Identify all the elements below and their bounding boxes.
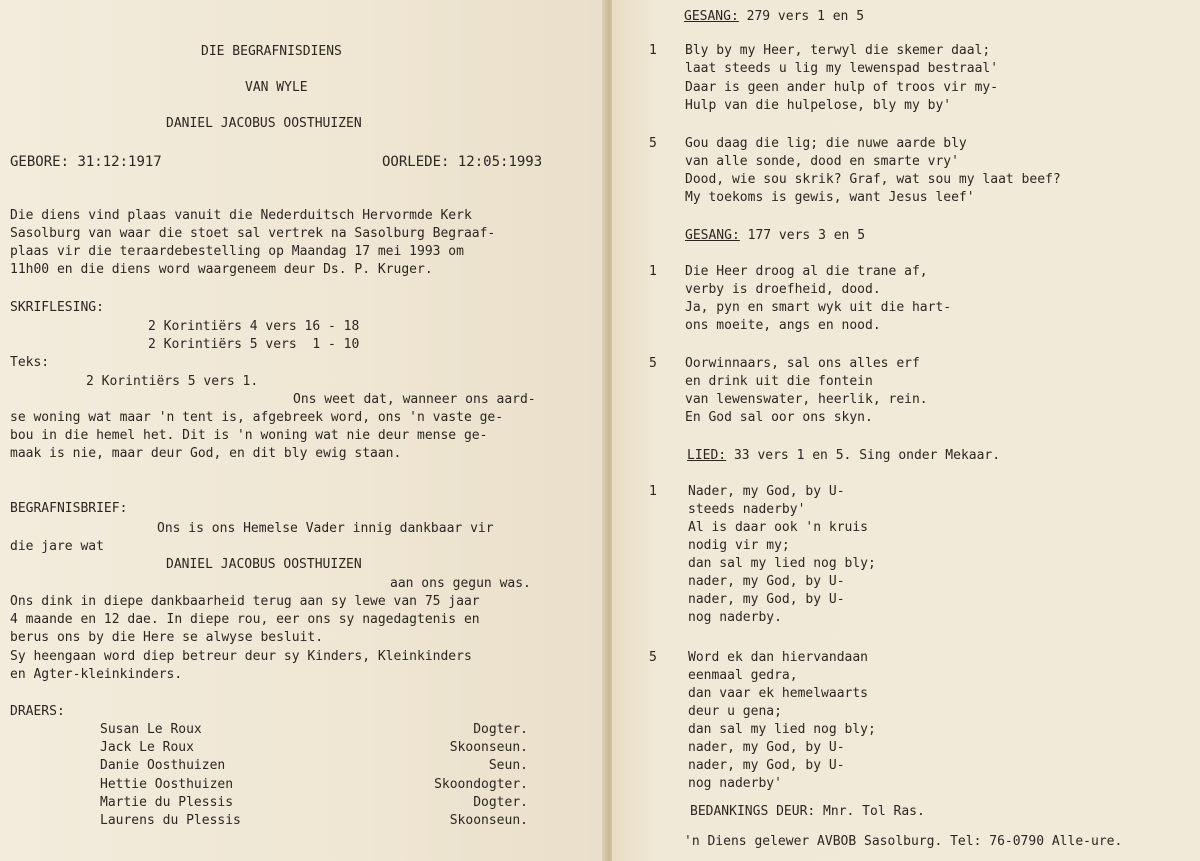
hymn-line: van alle sonde, dood en smarte vry' xyxy=(685,154,959,169)
program-title: DIE BEGRAFNISDIENS xyxy=(201,44,342,59)
text-label: Teks: xyxy=(10,355,50,370)
hymn2-label: GESANG: xyxy=(685,228,740,243)
letter-body-line: Sy heengaan word diep betreur deur sy Kinders, Kleinkinders xyxy=(10,649,472,664)
born-row xyxy=(10,154,162,170)
scripture-label: SKRIFLESING: xyxy=(10,300,104,315)
hymn-line: Dood, wie sou skrik? Graf, wat sou my laat beef? xyxy=(685,172,1061,187)
hymn1-label: GESANG: xyxy=(684,9,739,24)
letter-line: Ons is ons Hemelse Vader innig dankbaar vir xyxy=(157,521,494,536)
hymn-line: Die Heer droog al die trane af, xyxy=(685,264,928,279)
letter-body-line: berus ons by die Here se alwyse besluit. xyxy=(10,630,324,645)
program-subtitle: VAN WYLE xyxy=(245,80,308,95)
hymn-line: Bly by my Heer, terwyl die skemer daal; xyxy=(685,43,991,58)
hymn-line: Ja, pyn en smart wyk uit die hart- xyxy=(685,300,952,315)
text-body-line: bou in die hemel het. Dit is 'n woning wat nie deur mense ge- xyxy=(10,428,488,443)
song-line: eenmaal gedra, xyxy=(688,668,798,683)
verse-number: 5 xyxy=(649,650,657,665)
bearer-relation: Skoonseun. xyxy=(449,740,528,755)
bearer-name: Laurens du Plessis xyxy=(100,813,241,828)
song-label: LIED: xyxy=(687,448,727,463)
hymn-line: laat steeds u lig my lewenspad bestraal' xyxy=(685,61,999,76)
born-date: 31:12:1917 xyxy=(77,154,162,170)
verse-number: 5 xyxy=(649,136,657,151)
letter-body-line: 4 maande en 12 dae. In diepe rou, eer ons sy nagedagtenis en xyxy=(10,612,480,627)
letter-label: BEGRAFNISBRIEF: xyxy=(10,501,128,516)
song-line: nader, my God, by U- xyxy=(688,574,845,589)
scripture-line: 2 Korintiërs 5 vers 1 - 10 xyxy=(148,337,360,352)
text-reference: 2 Korintiërs 5 vers 1. xyxy=(86,374,259,389)
died-date: 12:05:1993 xyxy=(457,154,543,170)
bearer-name: Jack Le Roux xyxy=(100,740,194,755)
hymn-line: Daar is geen ander hulp of troos vir my- xyxy=(685,80,999,95)
hymn-line: en drink uit die fontein xyxy=(685,374,873,389)
thanks-line: BEDANKINGS DEUR: Mnr. Tol Ras. xyxy=(690,804,925,819)
song-line: Al is daar ook 'n kruis xyxy=(688,520,869,535)
text-body-line: maak is nie, maar deur God, en dit bly ewig staan. xyxy=(10,446,402,461)
song-line: Nader, my God, by U- xyxy=(688,484,845,499)
verse-number: 1 xyxy=(649,264,657,279)
text-body-line: se woning wat maar 'n tent is, afgebreek word, ons 'n vaste ge- xyxy=(10,410,504,425)
born-label: GEBORE: xyxy=(10,154,70,170)
hymn-line: Oorwinnaars, sal ons alles erf xyxy=(685,356,920,371)
bearer-name: Danie Oosthuizen xyxy=(100,758,226,773)
song-line: nader, my God, by U- xyxy=(688,758,845,773)
letter-body-line: en Agter-kleinkinders. xyxy=(10,667,183,682)
bearer-relation: Seun. xyxy=(488,758,528,773)
letter-deceased-name: DANIEL JACOBUS OOSTHUIZEN xyxy=(166,557,362,572)
verse-number: 5 xyxy=(649,356,657,371)
song-line: steeds naderby' xyxy=(688,502,806,517)
died-row xyxy=(382,154,542,170)
hymn1-heading xyxy=(684,9,864,25)
bearer-name: Martie du Plessis xyxy=(100,795,234,810)
scripture-line: 2 Korintiërs 4 vers 16 - 18 xyxy=(148,319,360,334)
hymn1-reference: 279 vers 1 en 5 xyxy=(738,9,865,24)
bearer-relation: Skoonseun. xyxy=(449,813,528,828)
hymn-line: van lewenswater, heerlik, rein. xyxy=(685,392,928,407)
song-line: dan sal my lied nog bly; xyxy=(688,556,876,571)
song-heading xyxy=(687,448,1000,464)
hymn-line: ons moeite, angs en nood. xyxy=(685,318,881,333)
letter-line: aan ons gegun was. xyxy=(390,576,531,591)
letter-line: die jare wat xyxy=(10,539,104,554)
bearer-relation: Dogter. xyxy=(473,722,528,737)
deceased-name: DANIEL JACOBUS OOSTHUIZEN xyxy=(166,116,362,131)
hymn-line: En God sal oor ons skyn. xyxy=(685,410,873,425)
song-line: nog naderby. xyxy=(688,610,782,625)
verse-number: 1 xyxy=(649,484,657,499)
bearer-relation: Skoondogter. xyxy=(434,777,528,792)
verse-number: 1 xyxy=(649,43,657,58)
intro-line: Die diens vind plaas vanuit die Nederduitsch Hervormde Kerk xyxy=(10,208,472,223)
song-line: nader, my God, by U- xyxy=(688,592,845,607)
song-line: dan vaar ek hemelwaarts xyxy=(688,686,869,701)
hymn2-reference: 177 vers 3 en 5 xyxy=(739,228,866,243)
song-line: deur u gena; xyxy=(688,704,782,719)
song-line: Word ek dan hiervandaan xyxy=(688,650,869,665)
died-label: OORLEDE: xyxy=(382,154,450,170)
song-reference: 33 vers 1 en 5. Sing onder Mekaar. xyxy=(726,448,1001,463)
song-line: nog naderby' xyxy=(688,776,782,791)
bearer-relation: Dogter. xyxy=(473,795,528,810)
intro-line: Sasolburg van waar die stoet sal vertrek na Sasolburg Begraaf- xyxy=(10,226,496,241)
song-line: nader, my God, by U- xyxy=(688,740,845,755)
letter-body-line: Ons dink in diepe dankbaarheid terug aan sy lewe van 75 jaar xyxy=(10,594,480,609)
hymn-line: My toekoms is gewis, want Jesus leef' xyxy=(685,190,975,205)
hymn-line: verby is droefheid, dood. xyxy=(685,282,881,297)
hymn-line: Gou daag die lig; die nuwe aarde bly xyxy=(685,136,967,151)
hymn-line: Hulp van die hulpelose, bly my by' xyxy=(685,98,952,113)
right-page xyxy=(612,0,1200,861)
song-line: nodig vir my; xyxy=(688,538,790,553)
bearer-name: Susan Le Roux xyxy=(100,722,202,737)
bearer-name: Hettie Oosthuizen xyxy=(100,777,234,792)
intro-line: plaas vir die teraardebestelling op Maandag 17 mei 1993 om xyxy=(10,244,464,259)
service-provider-line: 'n Diens gelewer AVBOB Sasolburg. Tel: 76-0790 Alle-ure. xyxy=(684,834,1123,849)
hymn2-heading xyxy=(685,228,865,244)
intro-line: 11h00 en die diens word waargeneem deur Ds. P. Kruger. xyxy=(10,262,433,277)
text-body-line: Ons weet dat, wanneer ons aard- xyxy=(293,392,536,407)
song-line: dan sal my lied nog bly; xyxy=(688,722,876,737)
bearers-label: DRAERS: xyxy=(10,704,65,719)
